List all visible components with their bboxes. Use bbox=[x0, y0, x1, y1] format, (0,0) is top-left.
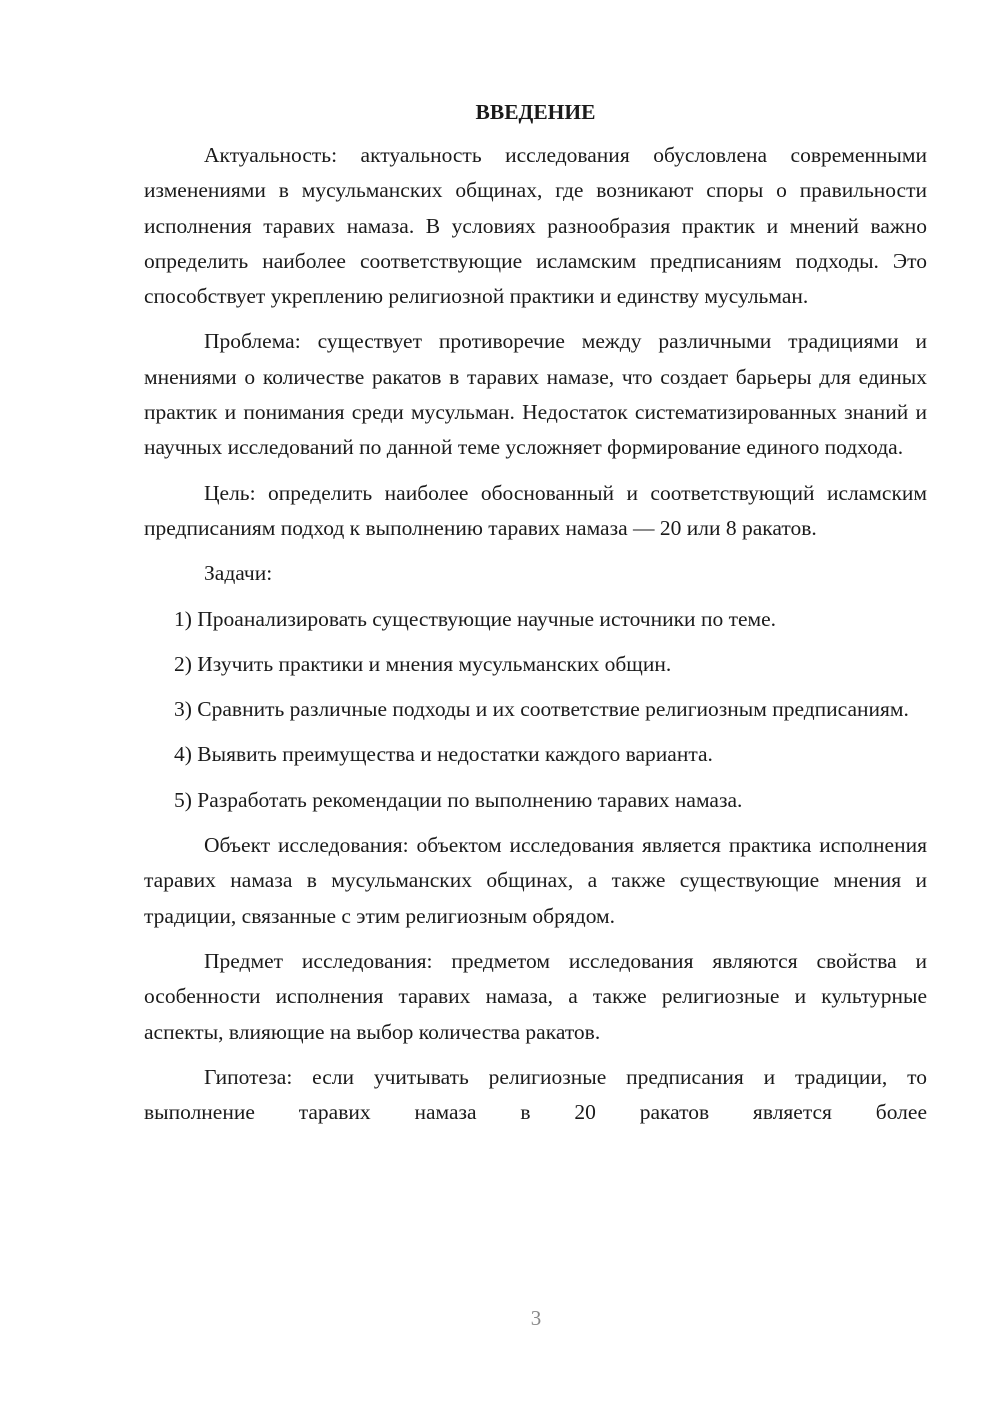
object-paragraph: Объект исследования: объектом исследования является практика исполнения таравих намаза в мусульманских общинах, а также существующие мнения и традиции, связанные с этим религиозным обрядом. bbox=[144, 833, 927, 928]
task-item-1: 1) Проанализировать существующие научные источники по теме. bbox=[174, 606, 777, 631]
section-heading: ВВЕДЕНИЕ bbox=[475, 100, 596, 124]
page-content bbox=[144, 96, 927, 1140]
goal-paragraph: Цель: определить наиболее обоснованный и соответствующий исламским предписаниям подход к выполнению таравих намаза — 20 или 8 ракатов. bbox=[144, 480, 927, 540]
hypothesis-paragraph: Гипотеза: если учитывать религиозные предписания и традиции, то выполнение таравих намаза в 20 ракатов является более bbox=[144, 1064, 927, 1125]
page-number: 3 bbox=[530, 1306, 542, 1330]
tasks-label: Задачи: bbox=[204, 561, 273, 586]
subject-paragraph: Предмет исследования: предметом исследования являются свойства и особенности исполнения таравих намаза, а также религиозные и культурные аспекты, влияющие на выбор количества ракатов. bbox=[144, 948, 927, 1044]
relevance-paragraph: Актуальность: актуальность исследования обусловлена современными изменениями в мусульманских общинах, где возникают споры о правильности исполнения таравих намаза. В условиях разнообразия практик и мнений важно определить наиболее соответствующие исламским предписаниям подходы. Это способствует укреплению религиозной практики и единству мусульман. bbox=[144, 143, 927, 309]
task-item-5: 5) Разработать рекомендации по выполнению таравих намаза. bbox=[174, 787, 743, 812]
task-item-2: 2) Изучить практики и мнения мусульманских общин. bbox=[174, 651, 672, 676]
task-item-3: 3) Сравнить различные подходы и их соответствие религиозным предписаниям. bbox=[174, 697, 909, 722]
task-item-4: 4) Выявить преимущества и недостатки каждого варианта. bbox=[174, 742, 713, 767]
problem-paragraph: Проблема: существует противоречие между различными традициями и мнениями о количестве ракатов в таравих намазе, что создает барьеры для единых практик и понимания среди мусульман. Недостаток систематизированных знаний и научных исследований по данной теме усложняет формирование единого подхода. bbox=[144, 329, 927, 460]
